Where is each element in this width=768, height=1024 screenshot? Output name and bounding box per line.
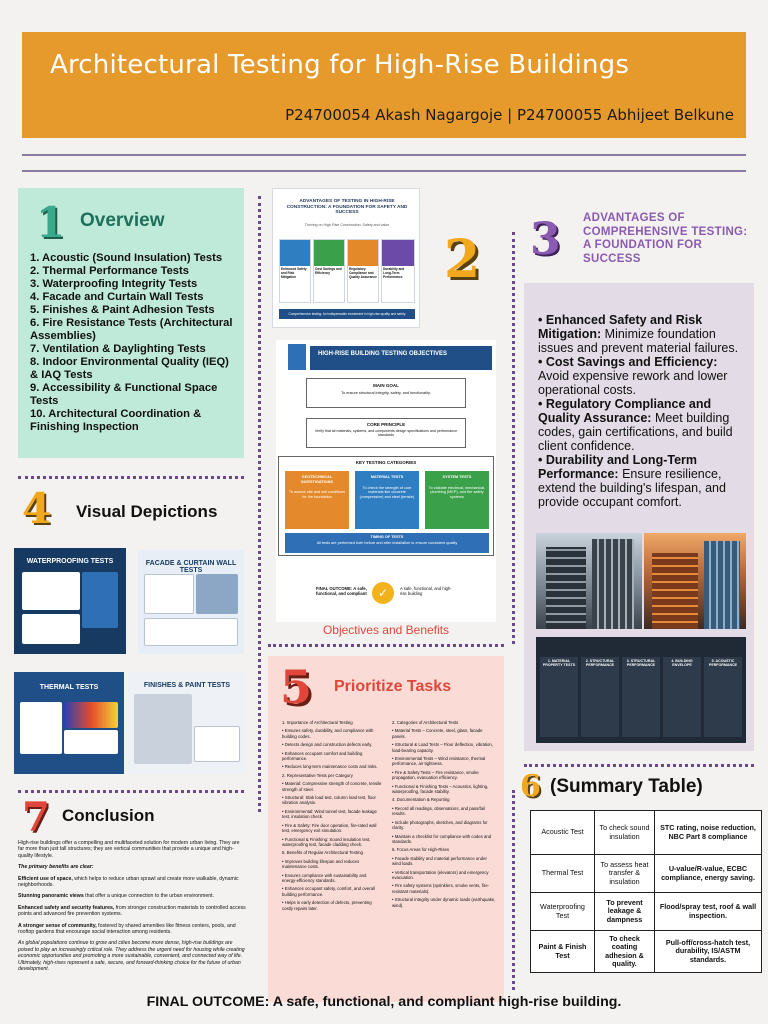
step-card: 3. STRUCTURAL PERFORMANCE — [622, 657, 660, 737]
task-text: • Maintain a checklist for compliance with codes and standards. — [392, 833, 492, 844]
list-item: 7. Ventilation & Daylighting Tests — [30, 343, 206, 355]
slide-card — [194, 726, 240, 762]
step-card: 2. STRUCTURAL PERFORMANCE — [581, 657, 619, 737]
slide-image — [196, 574, 238, 614]
overview-panel — [18, 188, 244, 458]
table-row — [531, 893, 762, 931]
table-cell: To check coating adhesion & quality. — [595, 931, 655, 973]
table-cell: To assess heat transfer & insulation — [595, 855, 655, 893]
infographic-footer: Comprehensive testing: An indispensable investment in high-rise quality and safety — [279, 309, 415, 319]
section-number: 3 — [530, 214, 561, 265]
advantages-panel — [524, 283, 754, 751]
slide-image — [64, 702, 118, 728]
objectives-infographic — [276, 340, 496, 622]
slide-card — [22, 572, 80, 610]
authors: P24700054 Akash Nagargoje | P24700055 Abhijeet Belkune — [285, 106, 734, 124]
table-cell: Acoustic Test — [531, 811, 595, 855]
task-text: • Structural & Load Tests – Floor deflection, vibration, load-bearing capacity. — [392, 742, 494, 753]
advantage-item: • Regulatory Compliance and Quality Assurance: Meet building codes, gain certifications, and build client confidence. — [538, 397, 733, 453]
dotted-divider — [524, 764, 754, 767]
divider-top — [22, 154, 746, 156]
step-card: 4. BUILDING ENVELOPE — [663, 657, 701, 737]
infographic-card: Durability and Long-Term Performance — [381, 239, 415, 303]
advantage-item: • Cost Savings and Efficiency: Avoid expensive rework and lower operational costs. — [538, 355, 728, 397]
table-cell: To prevent leakage & dampness — [595, 893, 655, 931]
list-item: 8. Indoor Environmental Quality (IEQ) & IAQ Tests — [30, 356, 229, 381]
divider-top-2 — [22, 170, 746, 172]
advantages-title: ADVANTAGES OF COMPREHENSIVE TESTING: A FOUNDATION FOR SUCCESS — [583, 212, 748, 265]
task-text: • Ensures compliance with sustainability and energy-efficiency standards. — [282, 872, 367, 883]
main-goal-box: MAIN GOAL To ensure structural integrity, safety, and functionality. — [306, 378, 466, 408]
advantages-infographic — [272, 188, 420, 328]
step-card: 5. ACOUSTIC PERFORMANCE — [704, 657, 742, 737]
task-text: • Include photographs, sketches, and diagrams for clarity. — [392, 819, 488, 831]
conclusion-title: Conclusion — [62, 806, 155, 825]
task-text: • Facade stability and material performance under wind loads. — [392, 855, 487, 867]
step-card: 1. MATERIAL PROPERTY TESTS — [540, 657, 578, 737]
task-text: 1. Importance of Architectural Testing — [282, 720, 353, 725]
list-item: 1. Acoustic (Sound Insulation) Tests — [30, 252, 223, 264]
table-row — [531, 931, 762, 973]
task-text: • Environmental Tests – Wind resistance, thermal performance, air tightness. — [392, 756, 486, 767]
slide-title: THERMAL TESTS — [39, 684, 99, 691]
table-cell: To check sound insulation — [595, 811, 655, 855]
table-cell: Paint & Finish Test — [531, 931, 595, 973]
section-number: 1 — [36, 198, 66, 247]
task-text: • Material: Compressive strength of concrete, tensile strength of steel. — [282, 781, 382, 792]
timing-box: TIMING OF TESTS All tests are performed both before and after installation to ensure consistent quality — [285, 533, 489, 553]
slide-title: WATERPROOFING TESTS — [26, 558, 114, 565]
conclusion-intro: High-rise buildings offer a compelling and multifaceted solution for modern urban living. They are far more than just tall structures; they are vertical communities that provide a unique and high-quality lifestyle. — [18, 840, 240, 859]
dotted-divider — [258, 196, 261, 812]
list-item: 9. Accessibility & Functional Space Tests — [30, 382, 218, 407]
list-item: 3. Waterproofing Integrity Tests — [30, 278, 198, 290]
steps-graphic — [536, 637, 746, 743]
prioritize-col-1 — [282, 720, 382, 914]
section-number: 5 — [280, 660, 313, 714]
advantage-item: • Durability and Long-Term Performance: Ensure resilience, extend the building's lifespan, and provide occupant comfort. — [538, 453, 726, 509]
overview-title: Overview — [80, 210, 165, 231]
section-number: 6 — [520, 769, 541, 804]
final-outcome-label: FINAL OUTCOME: A safe, functional, and compliant — [316, 586, 367, 596]
task-text: 2. Categories of Architectural Tests — [392, 720, 459, 725]
task-text: • Reduces long-term maintenance costs and risks. — [282, 764, 378, 770]
final-outcome-text: A safe, functional, and high-rise building — [400, 586, 452, 596]
task-text: • Fire safety systems (sprinklers, smoke vents, fire-resistant materials). — [392, 883, 490, 894]
building-photo — [536, 533, 642, 629]
list-item: 2. Thermal Performance Tests — [30, 265, 189, 277]
task-text: 6. Focus Areas for High-Rises — [392, 847, 450, 853]
task-text: • Fire & Safety: Fire door operation, fire-rated wall test, emergency exit simulation. — [282, 822, 377, 834]
visual-depictions-title: Visual Depictions — [76, 502, 218, 521]
header-banner — [22, 32, 746, 138]
dotted-divider — [268, 644, 504, 647]
task-text: • Structural: Slab load test, column load test, floor vibration analysis. — [282, 795, 376, 806]
slide-card — [20, 702, 62, 754]
objectives-caption: Objectives and Benefits — [322, 623, 450, 637]
task-text: • Enhances occupant safety, comfort, and overall building performance. — [282, 886, 375, 897]
slide-title: FACADE & CURTAIN WALL TESTS — [145, 560, 237, 574]
slide-image — [134, 694, 192, 764]
slide-card — [144, 574, 194, 614]
benefit-item: Enhanced safety and security features, from stronger construction materials to controlled access points and advanced fire prevention systems. — [18, 904, 246, 918]
thermal-slide — [14, 672, 124, 774]
facade-slide — [138, 550, 244, 654]
section-number: 4 — [22, 484, 52, 533]
advantages-list — [538, 313, 750, 509]
task-text: • Environmental: Wind tunnel test, facade leakage test, insulation check. — [282, 808, 377, 820]
task-text: • Fire & Safety Tests – Fire resistance, smoke propagation, evacuation efficiency. — [392, 769, 479, 781]
infographic-card: Enhanced Safety and Risk Mitigation — [279, 239, 311, 303]
task-text: • Helps in early detection of defects, preventing costly repairs later. — [282, 900, 372, 911]
summary-title: (Summary Table) — [550, 776, 703, 797]
infographic-subtitle: Thriving on High-Rise Construction: Safety and value — [304, 223, 390, 227]
table-row — [531, 811, 762, 855]
table-cell: STC rating, noise reduction, NBC Part 8 compliance — [655, 811, 762, 855]
key-categories-box: KEY TESTING CATEGORIES GEOTECHNICAL INVESTIGATIONS To assess site and soil conditions for the foundation MATERIAL TESTS To check the strength of core materials like concrete (compressive) and steel (tensile) SYSTEM TESTS To validate electrical, mechanical, plumbing (MEP), and fire safety systems TIMING OF TESTS All tests are performed both before and after installation to ensure consistent quality — [278, 456, 494, 556]
table-cell: Thermal Test — [531, 855, 595, 893]
slide-card — [144, 618, 238, 646]
objectives-title: HIGH-RISE BUILDING TESTING OBJECTIVES — [310, 346, 492, 370]
overview-list — [30, 252, 240, 434]
list-item: 6. Fire Resistance Tests (Architectural Assemblies) — [30, 317, 233, 342]
benefit-item: Stunning panoramic views that offer a unique connection to the urban environment. — [18, 893, 214, 900]
conclusion-closing: As global populations continue to grow and cities become more dense, high-rise buildings are poised to play an increasingly critical role. They address the urgent need for housing while creating economic opportunities and promoting a more sustainable, convenient, and connected way of life. Ultimately, high-rises represent a safe, secure, and forward-thinking choice for the future of urban development. — [18, 940, 245, 973]
dotted-divider — [512, 790, 515, 990]
task-text: • Material Tests – Concrete, steel, glass, facade panels. — [392, 728, 483, 739]
task-text: 2. Representative Tests per Category — [282, 772, 353, 778]
task-text: • Detects design and construction defects early. — [282, 742, 373, 748]
list-item: 10. Architectural Coordination & Finishing Inspection — [30, 408, 202, 433]
building-icon — [288, 344, 306, 370]
slide-card — [22, 614, 80, 644]
slide-title: FINISHES & PAINT TESTS — [143, 682, 231, 689]
finishes-slide — [128, 672, 246, 774]
dotted-divider — [18, 790, 244, 793]
category-card: GEOTECHNICAL INVESTIGATIONS To assess site and soil conditions for the foundation — [285, 471, 349, 529]
category-card: MATERIAL TESTS To check the strength of core materials like concrete (compressive) and steel (tensile) — [355, 471, 419, 529]
prioritize-panel — [268, 656, 504, 1002]
benefits-heading: The primary benefits are clear: — [18, 864, 94, 871]
slide-image — [82, 572, 118, 628]
prioritize-title: Prioritize Tasks — [334, 678, 452, 695]
building-photo — [644, 533, 746, 629]
task-text: • Structural integrity under dynamic loads (earthquake, wind). — [392, 897, 496, 908]
list-item: 5. Finishes & Paint Adhesion Tests — [30, 304, 215, 316]
dotted-divider — [512, 232, 515, 644]
list-item: 4. Facade and Curtain Wall Tests — [30, 291, 204, 303]
infographic-card: Regulatory Compliance and Quality Assurance — [347, 239, 379, 303]
infographic-card: Cost Savings and Efficiency — [313, 239, 345, 303]
table-cell: Pull-off/cross-hatch test, durability, IS/ASTM standards. — [655, 931, 762, 973]
benefit-item: A stronger sense of community, fostered by shared amenities like fitness centers, pools, and rooftop gardens that encourage social interaction among residents. — [18, 922, 236, 936]
advantage-item: • Enhanced Safety and Risk Mitigation: Minimize foundation issues and prevent material failures. — [538, 313, 739, 355]
section-number: 7 — [22, 794, 50, 841]
table-cell: Waterproofing Test — [531, 893, 595, 931]
task-text: • Improves building lifespan and reduces maintenance costs. — [282, 858, 360, 870]
task-text: • Record all readings, observations, and pass/fail results. — [392, 805, 485, 817]
task-text: • Functional & Finishing: Sound insulation test, waterproofing test, facade cladding check. — [282, 836, 371, 847]
conclusion-text — [18, 840, 246, 978]
section-number: 2 — [444, 229, 481, 290]
waterproofing-slide — [14, 548, 126, 654]
task-text: • Ensures safety, durability, and compliance with building codes. — [282, 728, 374, 739]
table-row — [531, 855, 762, 893]
table-cell: U-value/R-value, ECBC compliance, energy saving. — [655, 855, 762, 893]
summary-table — [530, 810, 762, 973]
prioritize-col-2 — [392, 720, 496, 911]
slide-card — [64, 730, 118, 754]
infographic-title: ADVANTAGES OF TESTING IN HIGH-RISE CONSTRUCTION: A FOUNDATION FOR SAFETY AND SUCCESS — [286, 199, 408, 216]
check-badge-icon: ✓ — [372, 582, 394, 604]
final-outcome: FINAL OUTCOME: A safe, functional, and compliant high-rise building. — [146, 994, 622, 1010]
dotted-divider — [18, 476, 244, 479]
task-text: • Vertical transportation (elevators) and emergency evacuation. — [392, 869, 489, 880]
core-principle-box: CORE PRINCIPLE Verify that all materials, systems, and components design specifications and performance standards — [306, 418, 466, 448]
task-text: • Enhances occupant comfort and building performance. — [282, 750, 363, 762]
benefit-item: Efficient use of space, which helps to reduce urban sprawl and create more walkable, dynamic neighborhoods. — [18, 875, 239, 889]
task-text: 5. Benefits of Regular Architectural Testing — [282, 850, 363, 856]
table-cell: Flood/spray test, roof & wall inspection. — [655, 893, 762, 931]
category-card: SYSTEM TESTS To validate electrical, mechanical, plumbing (MEP), and fire safety systems — [425, 471, 489, 529]
task-text: • Functional & Finishing Tests – Acoustics, lighting, waterproofing, facade stability. — [392, 783, 489, 795]
task-text: 4. Documentation & Reporting — [392, 797, 450, 803]
poster-title: Architectural Testing for High-Rise Buildings — [50, 50, 630, 80]
